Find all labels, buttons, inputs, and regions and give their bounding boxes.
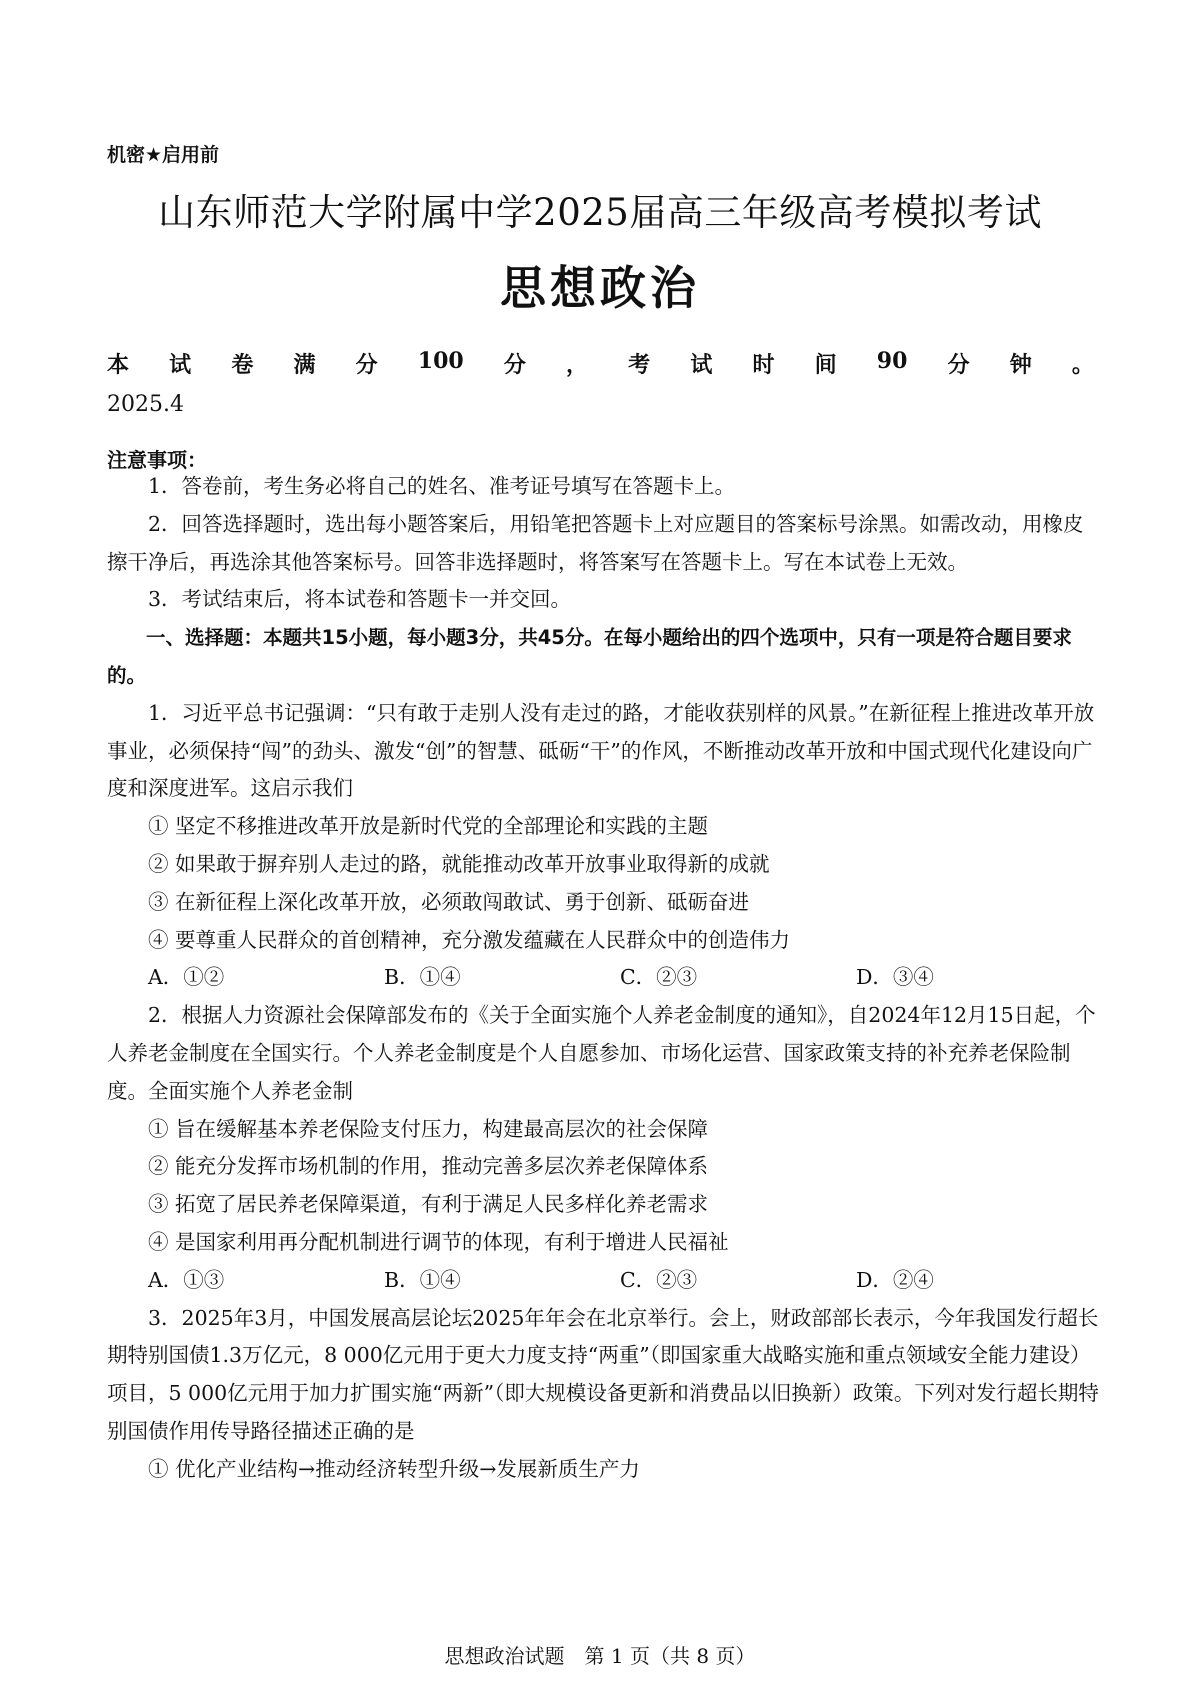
- choice-a: A．①③: [148, 1267, 225, 1292]
- question-option: ③ 在新征程上深化改革开放，必须敢闯敢试、勇于创新、砥砺奋进: [148, 889, 750, 914]
- school-exam-title: 山东师范大学附属中学2025届高三年级高考模拟考试: [158, 191, 1042, 234]
- notice-list: [107, 468, 1102, 1489]
- answer-choices: [107, 1262, 1102, 1300]
- info-token: 考: [628, 352, 651, 378]
- question-option: ① 优化产业结构→推动经济转型升级→发展新质生产力: [148, 1456, 640, 1481]
- confidential-mark: 机密★启用前: [107, 144, 220, 166]
- exam-date: 2025.4: [107, 392, 184, 417]
- notice-item: 2．回答选择题时，选出每小题答案后，用铅笔把答题卡上对应题目的答案标号涂黑。如需改动，用橡皮擦干净后，再选涂其他答案标号。回答非选择题时，将答案写在答题卡上。写在本试卷上无效。: [107, 511, 1084, 574]
- info-token: 90: [876, 348, 908, 374]
- info-token: 分: [947, 352, 970, 378]
- info-token: ，: [566, 352, 589, 378]
- question-stem: 3．2025年3月，中国发展高层论坛2025年年会在北京举行。会上，财政部部长表示，今年我国发行超长期特别国债1.3万亿元，8 000亿元用于更大力度支持“两重”（即国家重大战略实施和重点领域安全能力建设）项目，5 000亿元用于加力扩围实施“两新”（即大规模设备更新和消费品以旧换新）政策。下列对发行超长期特别国债作用传导路径描述正确的是: [107, 1305, 1099, 1443]
- choice-c: C．②③: [620, 965, 698, 990]
- notice-item: 3．考试结束后，将本试卷和答题卡一并交回。: [148, 587, 572, 612]
- info-token: 分: [355, 352, 378, 378]
- info-token: 满: [293, 352, 316, 378]
- answer-choices: [107, 959, 1102, 997]
- question-option: ③ 拓宽了居民养老保障渠道，有利于满足人民多样化养老需求: [148, 1192, 709, 1217]
- notice-heading: 注意事项：: [107, 448, 207, 472]
- choice-d: D．②④: [856, 1267, 934, 1292]
- question-option: ① 坚定不移推进改革开放是新时代党的全部理论和实践的主题: [148, 814, 709, 839]
- exam-info-line: [107, 348, 1094, 379]
- info-token: 钟: [1009, 352, 1032, 378]
- page-footer: 思想政治试题 第 1 页（共 8 页）: [444, 1644, 756, 1668]
- choice-d: D．③④: [856, 965, 934, 990]
- choice-a: A．①②: [148, 965, 225, 990]
- info-token: 。: [1071, 352, 1094, 378]
- question-option: ① 旨在缓解基本养老保险支付压力，构建最高层次的社会保障: [148, 1116, 709, 1141]
- question-option: ② 如果敢于摒弃别人走过的路，就能推动改革开放事业取得新的成就: [148, 851, 770, 876]
- info-token: 试: [169, 352, 192, 378]
- info-token: 间: [814, 352, 837, 378]
- question-option: ② 能充分发挥市场机制的作用，推动完善多层次养老保障体系: [148, 1154, 709, 1179]
- info-token: 时: [752, 352, 775, 378]
- notice-item: 1．答卷前，考生务必将自己的姓名、准考证号填写在答题卡上。: [148, 474, 736, 498]
- section-heading: 一、选择题：本题共15小题，每小题3分，共45分。在每小题给出的四个选项中，只有一项是符合题目要求的。: [107, 626, 1072, 687]
- question-option: ④ 要尊重人民群众的首创精神，充分激发蕴藏在人民群众中的创造伟力: [148, 927, 791, 952]
- subject-title: 思想政治: [500, 261, 700, 315]
- info-token: 100: [417, 348, 464, 374]
- choice-b: B．①④: [384, 1267, 461, 1292]
- question-option: ④ 是国家利用再分配机制进行调节的体现，有利于增进人民福祉: [148, 1229, 729, 1254]
- info-token: 分: [503, 352, 526, 378]
- choice-c: C．②③: [620, 1267, 698, 1292]
- info-token: 本: [107, 352, 130, 378]
- info-token: 卷: [231, 352, 254, 378]
- question-stem: 1．习近平总书记强调：“只有敢于走别人没有走过的路，才能收获别样的风景。”在新征程上推进改革开放事业，必须保持“闯”的劲头、激发“创”的智慧、砥砺“干”的作风，不断推动改革开放和中国式现代化建设向广度和深度进军。这启示我们: [107, 700, 1095, 801]
- info-token: 试: [690, 352, 713, 378]
- choice-b: B．①④: [384, 965, 461, 990]
- question-stem: 2．根据人力资源社会保障部发布的《关于全面实施个人养老金制度的通知》，自2024年12月15日起，个人养老金制度在全国实行。个人养老金制度是个人自愿参加、市场化运营、国家政策支持的补充养老保险制度。全面实施个人养老金制: [107, 1003, 1096, 1103]
